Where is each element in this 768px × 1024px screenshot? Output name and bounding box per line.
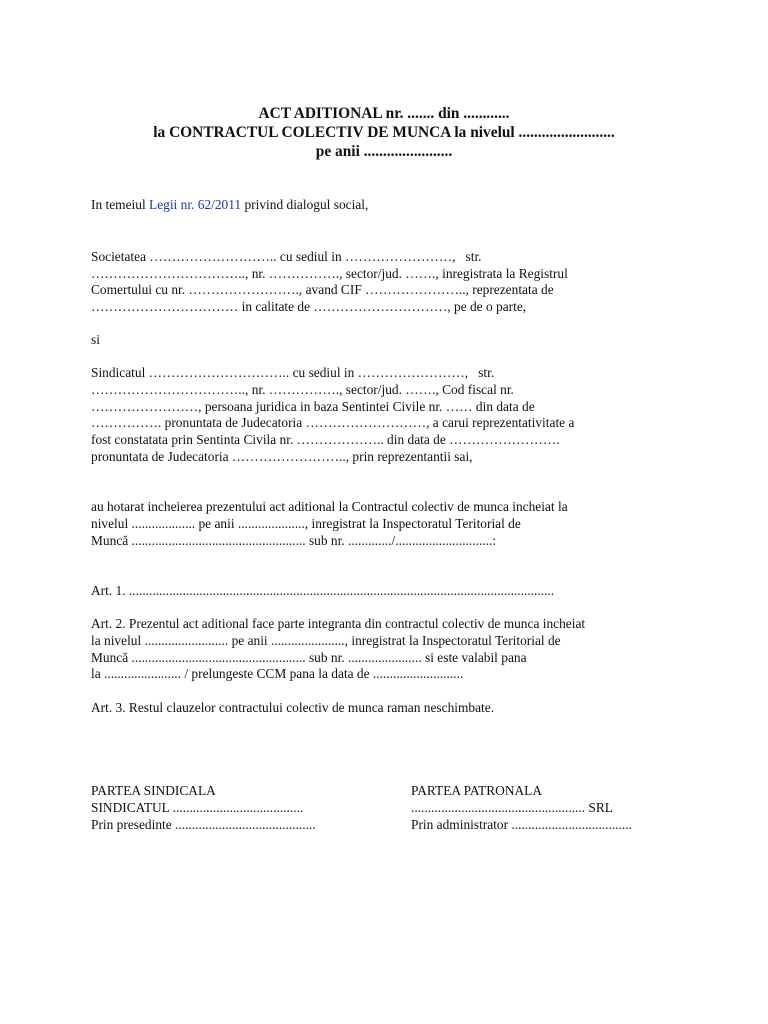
sindicatul-line: ……………………, persoana juridica in baza Sentintei Civile nr. …… din data de (91, 399, 535, 414)
hotarat-line: nivelul ................... pe anii ...................., inregistrat la Inspectoratul Teritorial de (91, 516, 521, 531)
article-2-line: Muncă .................................................... sub nr. ...................... si este valabil pana (91, 650, 527, 665)
societatea-line: …………………………… in calitate de …………………………, pe de o parte, (91, 299, 527, 314)
sindicatul-line: …………………………….., nr. ……………., sector/jud. ……., Cod fiscal nr. (91, 382, 514, 397)
article-2-line: la nivelul ......................... pe anii ......................, inregistrat la Inspectoratul Teritorial de (91, 633, 561, 648)
law-link[interactable]: Legii nr. 62/2011 (149, 197, 242, 212)
sindicatul-line: fost constatata prin Sentinta Civila nr. ……………….. din data de ……………………. (91, 432, 560, 447)
intro-suffix: privind dialogul social, (241, 197, 369, 212)
article-3: Art. 3. Restul clauzelor contractului colectiv de munca raman neschimbate. (91, 700, 495, 715)
societatea-line: Comertului cu nr. ……………………., avand CIF ………………….., reprezentata de (91, 282, 554, 297)
societatea-line: …………………………….., nr. ……………., sector/jud. ……., inregistrata la Registrul (91, 266, 568, 281)
document-period: pe anii ....................... (315, 143, 453, 160)
hotarat-line: au hotarat incheierea prezentului act aditional la Contractul colectiv de munca incheiat la (91, 499, 568, 514)
sindicatul-line: ……………. pronuntata de Judecatoria ………………………, a carui reprezentativitate a (91, 415, 575, 430)
conjunction-si: si (91, 332, 100, 347)
intro-prefix: In temeiul (91, 197, 150, 212)
signature-right-administrator: Prin administrator .................................... (411, 817, 632, 832)
sindicatul-line: Sindicatul ………………………….. cu sediul in ……………………, str. (91, 365, 495, 380)
signature-left-union: SINDICATUL ....................................... (91, 800, 304, 815)
article-1: Art. 1. ............................................................................................................................... (91, 583, 555, 598)
signature-right-company: .................................................... SRL (411, 800, 613, 815)
signature-right-heading: PARTEA PATRONALA (411, 783, 543, 798)
document-title: ACT ADITIONAL nr. ....... din ............ (258, 105, 510, 122)
signature-left-president: Prin presedinte .......................................... (91, 817, 316, 832)
hotarat-line: Muncă .................................................... sub nr. ............./.............................: (91, 533, 497, 548)
article-2-line: Art. 2. Prezentul act aditional face parte integranta din contractul colectiv de munca incheiat (91, 616, 586, 631)
document-subtitle: la CONTRACTUL COLECTIV DE MUNCA la nivelul ......................... (153, 124, 615, 141)
societatea-line: Societatea ……………………….. cu sediul in ……………………, str. (91, 249, 482, 264)
intro-paragraph (91, 196, 368, 213)
sindicatul-line: pronuntata de Judecatoria …………………….., prin reprezentantii sai, (91, 449, 473, 464)
article-2-line: la ....................... / prelungeste CCM pana la data de ........................... (91, 666, 464, 681)
signature-left-heading: PARTEA SINDICALA (91, 783, 216, 798)
